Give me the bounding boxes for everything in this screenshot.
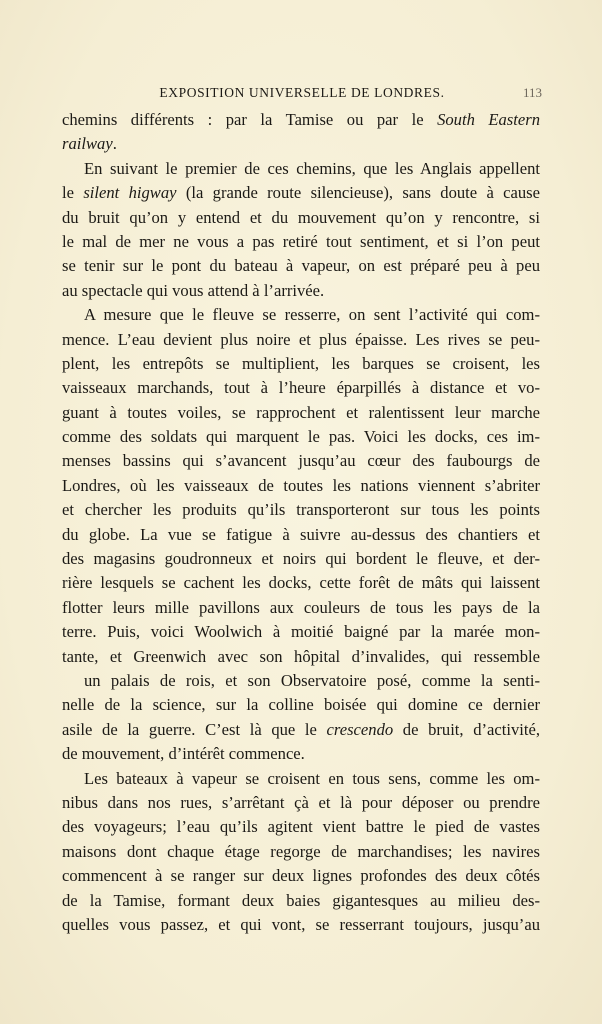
italic-text: South Eastern <box>437 110 540 129</box>
text-segment: tante, et Greenwich avec son hôpital d’invalides, qui ressemble <box>62 646 540 666</box>
text-line <box>62 108 540 132</box>
text-segment: le mal de mer ne vous a pas retiré tout sentiment, et si l’on peut <box>62 231 540 251</box>
text-segment: nelle de la science, sur la colline boisée qui domine ce dernier <box>62 695 540 715</box>
text-line <box>62 815 540 839</box>
text-segment: A mesure que le fleuve se resserre, on sent l’activité qui com- <box>84 305 540 325</box>
text-segment: et chercher les produits qu’ils transporteront sur tous les points <box>62 500 540 520</box>
text-segment: plent, les entrepôts se multiplient, les barques se croisent, les <box>62 353 540 373</box>
text-segment: Londres, où les vaisseaux de toutes les nations viennent s’abriter <box>62 475 540 495</box>
text-segment: Les bateaux à vapeur se croisent en tous sens, comme les om- <box>84 768 540 788</box>
text-line <box>62 401 540 425</box>
text-line <box>62 596 540 620</box>
italic-text: silent higway <box>83 183 177 203</box>
body-text <box>62 108 540 937</box>
text-line <box>62 547 540 571</box>
text-line <box>62 206 540 230</box>
page-header <box>62 82 542 104</box>
text-segment: maisons dont chaque étage regorge de marchandises; les navires <box>62 841 540 861</box>
text-line <box>62 132 540 156</box>
text-line <box>62 279 540 303</box>
text-segment: du globe. La vue se fatigue à suivre au-dessus des chantiers et <box>62 524 540 544</box>
text-segment: comme des soldats qui marquent le pas. Voici les docks, ces im- <box>62 427 540 447</box>
text-segment: chemins différents : par la Tamise ou par le <box>62 110 438 129</box>
text-line <box>62 669 540 693</box>
text-segment: guant à toutes voiles, se rapprochent et ralentissent leur marche <box>62 402 540 422</box>
text-segment: asile de la guerre. C’est là que le <box>62 719 327 739</box>
text-segment: un palais de rois, et son Observatoire posé, comme la senti- <box>84 670 540 690</box>
text-line <box>62 889 540 913</box>
text-line <box>62 767 540 791</box>
text-line <box>62 645 540 669</box>
running-title: EXPOSITION UNIVERSELLE DE LONDRES. <box>159 85 445 100</box>
text-segment: se tenir sur le pont du bateau à vapeur, on est préparé peu à peu <box>62 256 540 276</box>
text-line <box>62 181 540 205</box>
text-segment: terre. Puis, voici Woolwich à moitié baigné par la marée mon- <box>62 622 540 642</box>
text-line <box>62 230 540 254</box>
text-segment: des magasins goudronneux et noirs qui bordent le fleuve, et der- <box>62 549 540 569</box>
text-segment: de bruit, d’activité, <box>393 719 540 739</box>
text-segment: au spectacle qui vous attend à l’arrivée. <box>62 280 325 300</box>
text-line <box>62 352 540 376</box>
text-segment: vaisseaux marchands, tout à l’heure éparpillés à distance et vo- <box>62 378 540 398</box>
text-segment: menses bassins qui s’avancent jusqu’au cœur des faubourgs de <box>62 451 540 471</box>
text-segment: mence. L’eau devient plus noire et plus épaisse. Les rives se peu- <box>62 329 540 349</box>
text-line <box>62 840 540 864</box>
text-line <box>62 742 540 766</box>
text-line <box>62 376 540 400</box>
text-line <box>62 328 540 352</box>
text-line <box>62 474 540 498</box>
italic-text: crescendo <box>326 719 394 739</box>
text-line <box>62 571 540 595</box>
text-segment: de la Tamise, formant deux baies gigantesques au milieu des- <box>62 890 540 910</box>
text-segment: flotter leurs mille pavillons aux couleurs de tous les pays de la <box>62 597 540 617</box>
text-segment: (la grande route silencieuse), sans doute à cause <box>176 183 540 203</box>
text-segment: quelles vous passez, et qui vont, se resserrant toujours, jusqu’au <box>62 914 540 934</box>
text-line <box>62 449 540 473</box>
text-line <box>62 620 540 644</box>
text-segment: le <box>62 183 84 203</box>
text-line <box>62 425 540 449</box>
text-segment: de mouvement, d’intérêt commence. <box>62 744 305 764</box>
text-line <box>62 913 540 937</box>
text-line <box>62 254 540 278</box>
text-segment: En suivant le premier de ces chemins, que les Anglais appellent <box>84 158 540 178</box>
text-line <box>62 791 540 815</box>
text-segment: des voyageurs; l’eau qu’ils agitent vient battre le pied de vastes <box>62 817 540 837</box>
text-line <box>62 498 540 522</box>
text-line <box>62 718 540 742</box>
text-segment: rière lesquels se cachent les docks, cette forêt de mâts qui laissent <box>62 573 540 593</box>
italic-text: railway <box>62 134 113 154</box>
text-segment: du bruit qu’on y entend et du mouvement qu’on y rencontre, si <box>62 207 540 227</box>
text-segment: nibus dans nos rues, s’arrêtant çà et là pour déposer ou prendre <box>62 792 540 812</box>
text-segment: . <box>112 134 117 154</box>
page-number: 113 <box>522 85 542 100</box>
text-line <box>62 864 540 888</box>
text-line <box>62 157 540 181</box>
text-segment: commencent à se ranger sur deux lignes profondes des deux côtés <box>62 866 540 886</box>
text-line <box>62 303 540 327</box>
text-line <box>62 693 540 717</box>
text-line <box>62 523 540 547</box>
